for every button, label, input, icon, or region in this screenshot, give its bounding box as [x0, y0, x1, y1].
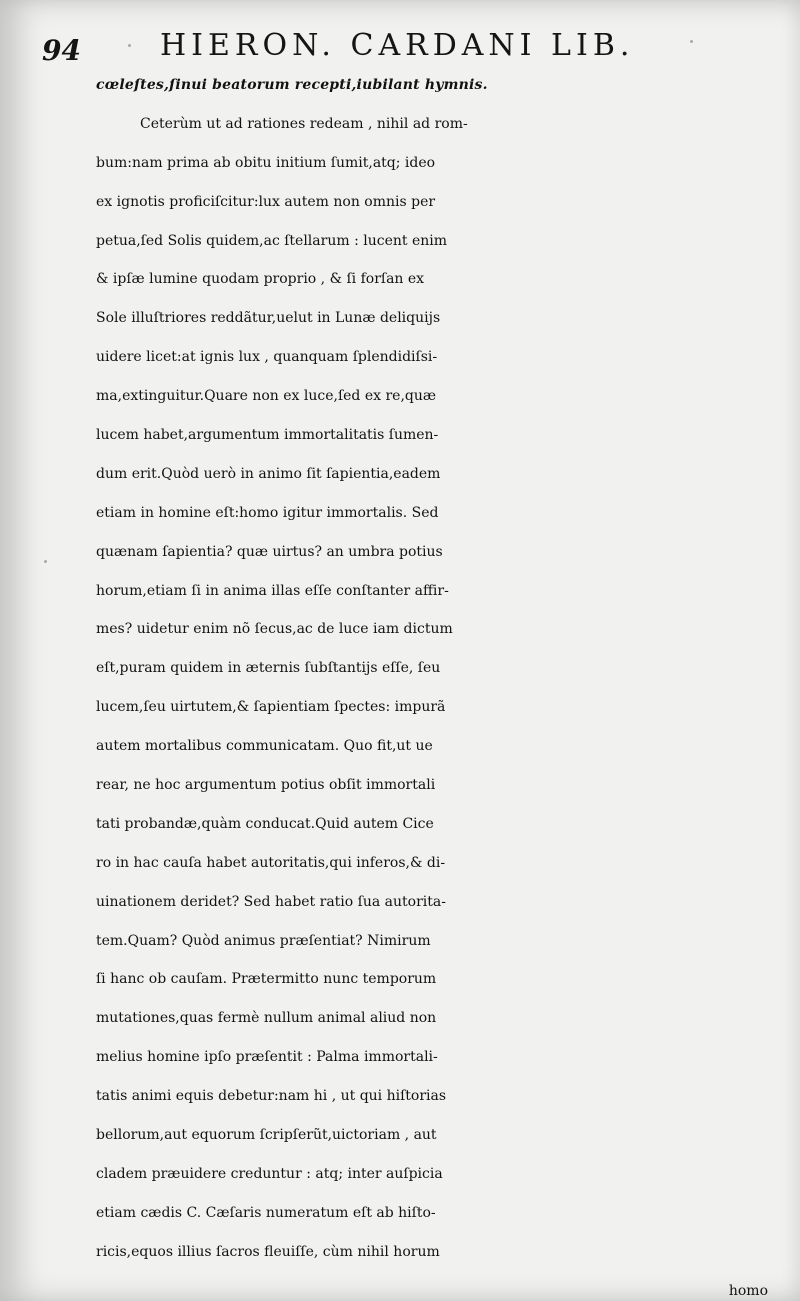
text-line: etiam cædis C. Cæſaris numeratum eſt ab hiſto- [96, 1204, 436, 1221]
text-line: mutationes,quas fermè nullum animal aliud non [96, 1010, 437, 1027]
text-line: melius homine ipſo præſentit : Palma immortali- [96, 1049, 438, 1066]
text-line: tati probandæ,quàm conducat.Quid autem Cice [96, 815, 434, 832]
paper-speck [690, 40, 693, 43]
text-line: bum:nam prima ab obitu initium ſumit,atq; ideo [96, 154, 436, 171]
text-line: quænam ſapientia? quæ uirtus? an umbra potius [96, 543, 443, 560]
body-text [96, 66, 780, 1301]
text-line: bellorum,aut equorum ſcripſerũt,uictoriam , aut [96, 1127, 437, 1144]
running-head [42, 26, 762, 66]
text-line: mes? uidetur enim nõ ſecus,ac de luce iam dictum [96, 621, 453, 638]
text-line: & ipſæ lumine quodam proprio , & ſi forſan ex [96, 271, 425, 288]
text-line: lucem,ſeu uirtutem,& ſapientiam ſpectes: impurã [96, 699, 446, 716]
text-line: autem mortalibus communicatam. Quo fit,ut ue [96, 738, 433, 755]
text-line: ex ignotis proficiſcitur:lux autem non omnis per [96, 193, 436, 210]
text-line: etiam in homine eſt:homo igitur immortalis. Sed [96, 504, 439, 521]
paper-speck [44, 560, 47, 563]
text-line: eſt,puram quidem in æternis ſubſtantijs eſſe, ſeu [96, 660, 441, 677]
text-line: tem.Quam? Quòd animus præſentiat? Nimirum [96, 932, 431, 949]
text-line: ro in hac cauſa habet autoritatis,qui inferos,& di- [96, 854, 446, 871]
paper-speck [128, 44, 131, 47]
running-title: HIERON. CARDANI LIB. [160, 28, 635, 63]
text-line: cladem præuidere creduntur : atq; inter auſpicia [96, 1165, 443, 1182]
page-number: 94 [42, 34, 81, 67]
text-line: horum,etiam ſi in anima illas eſſe conſtanter affir- [96, 582, 449, 599]
text-line: ma,extinguitur.Quare non ex luce,ſed ex re,quæ [96, 388, 437, 405]
text-line: Ceterùm ut ad rationes redeam , nihil ad rom- [140, 115, 468, 132]
text-line: dum erit.Quòd uerò in animo ſit ſapientia,eadem [96, 465, 441, 482]
text-line: rear, ne hoc argumentum potius obſit immortali [96, 777, 436, 794]
text-line: ricis,equos illius ſacros fleuiſſe, cùm nihil horum [96, 1243, 440, 1260]
text-line: uidere licet:at ignis lux , quanquam ſplendidiſsi- [96, 349, 438, 366]
text-line: ſi hanc ob cauſam. Prætermitto nunc temporum [96, 971, 437, 988]
text-line: petua,ſed Solis quidem,ac ſtellarum : lucent enim [96, 232, 448, 249]
text-line: cœleſtes,ſinui beatorum recepti,iubilant hymnis. [96, 77, 488, 93]
text-line: Sole illuſtriores reddãtur,uelut in Lunæ deliquijs [96, 310, 441, 327]
text-line: uinationem deridet? Sed habet ratio ſua autorita- [96, 893, 446, 910]
text-line: tatis animi equis debetur:nam hi , ut qui hiſtorias [96, 1088, 447, 1105]
catchword: homo [728, 1282, 768, 1299]
text-line: lucem habet,argumentum immortalitatis ſumen- [96, 427, 439, 444]
